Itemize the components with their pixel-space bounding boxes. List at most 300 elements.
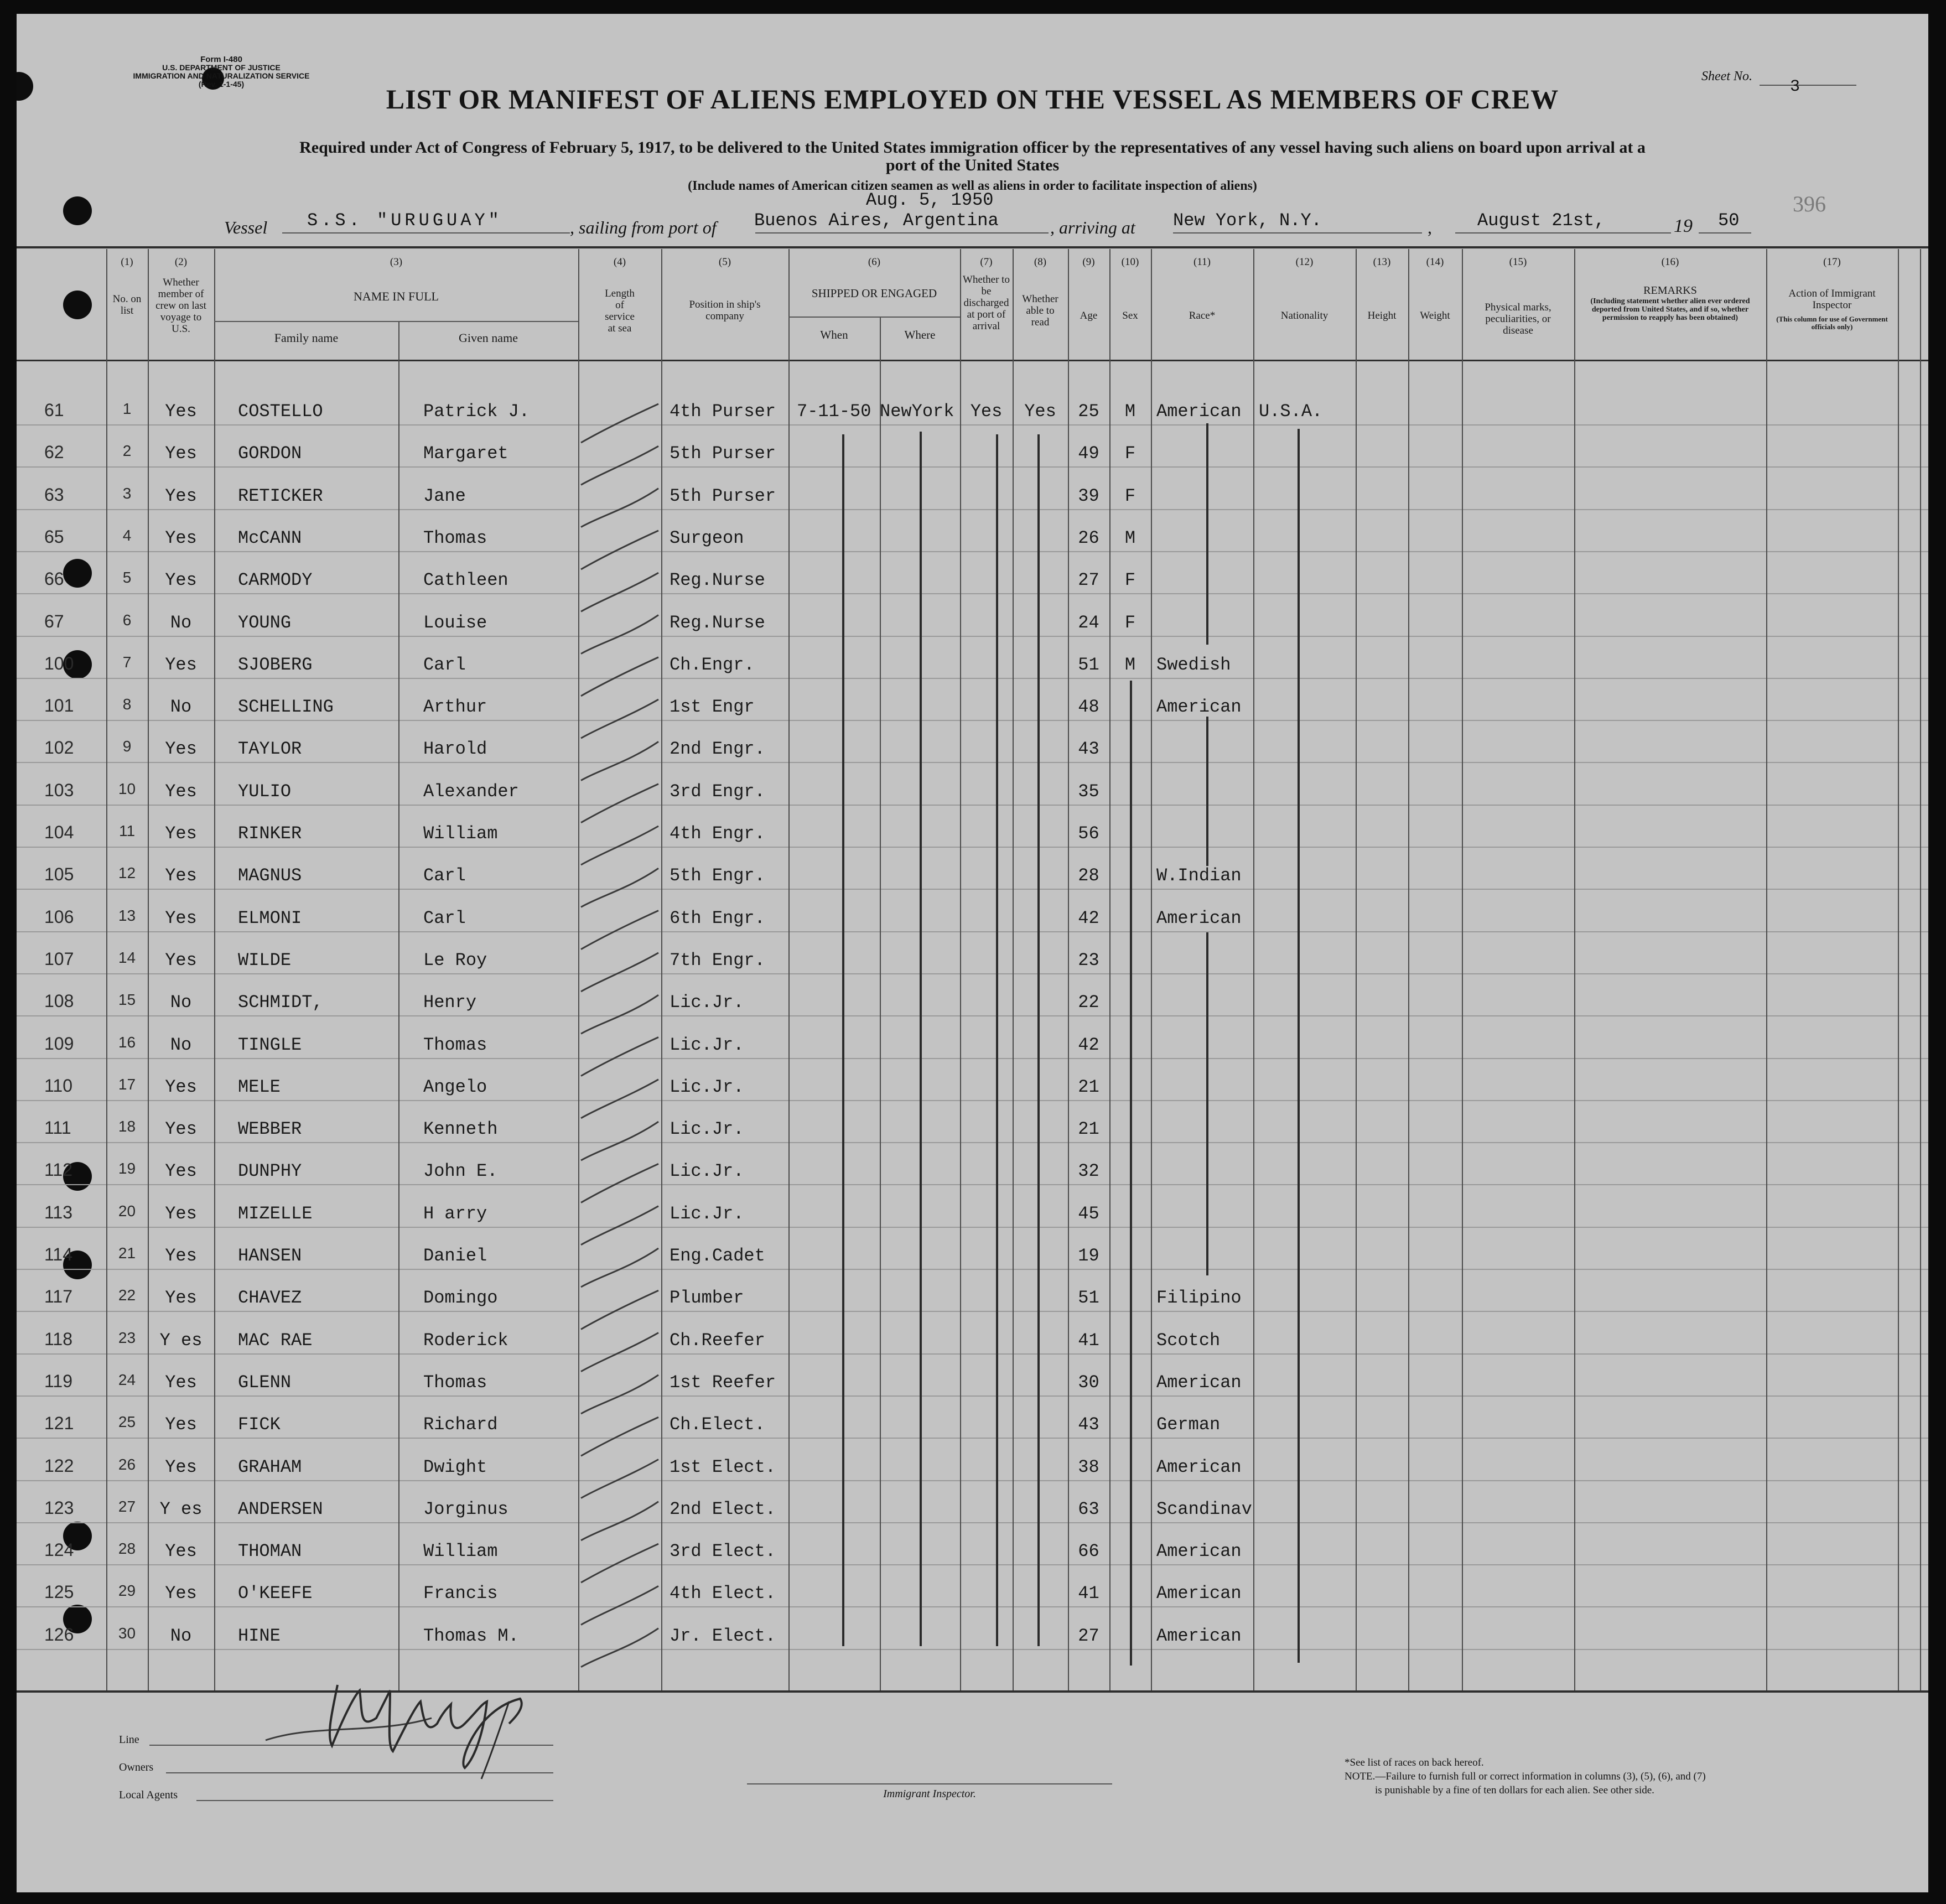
discharged: Yes [970, 401, 1003, 422]
list-number: 22 [118, 1286, 136, 1304]
col8-number: (8) [1034, 256, 1047, 268]
line-label: Line [119, 1734, 139, 1746]
service-checkmark [581, 741, 658, 780]
row-reference-number: 65 [44, 526, 64, 547]
row-reference-number: 104 [44, 822, 74, 842]
form-number: Form I-480 [200, 55, 242, 64]
col16-number: (16) [1661, 256, 1679, 268]
row-rule [17, 1184, 1928, 1185]
column-divider [1013, 249, 1014, 1690]
col6-header: SHIPPED OR ENGAGED [811, 287, 937, 300]
ditto-line [1130, 681, 1132, 1666]
family-name: CARMODY [238, 570, 313, 591]
list-number: 7 [122, 653, 132, 671]
family-name: GLENN [238, 1372, 292, 1393]
age: 48 [1078, 697, 1099, 718]
given-name: Francis [423, 1583, 498, 1604]
column-divider [1920, 249, 1921, 1690]
fine-note-2: is punishable by a fine of ten dollars for each alien. See other side. [1375, 1784, 1654, 1796]
age: 51 [1078, 654, 1099, 675]
row-rule [17, 1311, 1928, 1312]
subtitle-line1: Required under Act of Congress of February 5, 1917, to be delivered to the United States immigration officer by the representatives of any vessel having such aliens on board upon arrival at a [299, 138, 1646, 157]
race: American [1156, 1583, 1242, 1604]
ditto-line [1298, 429, 1300, 1663]
col6-number: (6) [868, 256, 881, 268]
position: 5th Purser [670, 485, 776, 506]
age: 27 [1078, 1625, 1099, 1646]
row-rule [17, 973, 1928, 974]
list-number: 25 [118, 1413, 136, 1431]
row-rule [17, 931, 1928, 932]
race: Swedish [1156, 654, 1231, 675]
row-rule [17, 1395, 1928, 1397]
row-reference-number: 111 [44, 1118, 71, 1138]
row-reference-number: 108 [44, 991, 74, 1011]
given-name: Le Roy [423, 950, 487, 971]
vessel-label: Vessel [224, 217, 268, 237]
family-name: ANDERSEN [238, 1498, 323, 1519]
race: American [1156, 1456, 1242, 1477]
fine-note-1: NOTE.—Failure to furnish full or correct information in columns (3), (5), (6), and (7) [1345, 1771, 1706, 1782]
row-rule [17, 1227, 1928, 1228]
last-voyage: No [170, 992, 192, 1013]
service-checkmark [581, 531, 658, 569]
family-name: FICK [238, 1414, 281, 1435]
service-checkmark [581, 868, 658, 907]
row-rule [17, 593, 1928, 594]
list-number: 30 [118, 1624, 136, 1642]
last-voyage: Yes [165, 527, 197, 548]
family-name: RINKER [238, 823, 302, 844]
last-voyage: Yes [165, 1076, 197, 1097]
service: IMMIGRATION AND NATURALIZATION SERVICE [133, 71, 310, 80]
ditto-line [1206, 423, 1208, 645]
ditto-line [920, 432, 922, 1646]
row-reference-number: 61 [44, 400, 64, 420]
column-divider [1253, 249, 1254, 1690]
given-name: Carl [423, 654, 466, 675]
race: American [1156, 1625, 1242, 1646]
shipped-when: 7-11-50 [797, 401, 871, 422]
punch-hole [63, 196, 92, 225]
race: W.Indian [1156, 865, 1242, 886]
given-name: Dwight [423, 1456, 487, 1477]
service-checkmark [581, 1586, 658, 1625]
service-checkmark [581, 573, 658, 611]
age: 23 [1078, 950, 1099, 971]
sex: F [1124, 612, 1136, 633]
col15-number: (15) [1509, 256, 1527, 268]
row-rule [17, 847, 1928, 848]
position: 1st Elect. [670, 1456, 776, 1477]
row-reference-number: 102 [44, 738, 74, 758]
col12-header: Nationality [1280, 310, 1329, 321]
column-divider [1766, 249, 1767, 1690]
list-number: 1 [122, 400, 132, 417]
column-divider [1356, 249, 1357, 1690]
age: 19 [1078, 1246, 1099, 1266]
sailing-date: Aug. 5, 1950 [866, 190, 994, 210]
family-name: GRAHAM [238, 1456, 302, 1477]
col3-header: NAME IN FULL [354, 289, 439, 303]
service-checkmark [581, 1290, 658, 1329]
position: 3rd Elect. [670, 1541, 776, 1562]
able-to-read: Yes [1024, 401, 1056, 422]
age: 21 [1078, 1119, 1099, 1140]
subtitle-line2: port of the United States [885, 156, 1060, 174]
subtitle-note: (Include names of American citizen seamen as well as aliens in order to facilitate inspection of aliens) [688, 179, 1257, 193]
row-reference-number: 66 [44, 569, 64, 589]
owners-label: Owners [119, 1761, 154, 1773]
last-voyage: Yes [165, 1288, 197, 1309]
given-name: Henry [423, 992, 477, 1013]
arrival-comma: , [1428, 217, 1432, 237]
col14-header: Weight [1420, 310, 1450, 321]
row-rule [17, 424, 1928, 426]
year-suffix: 50 [1718, 210, 1740, 231]
list-number: 29 [118, 1582, 136, 1600]
service-checkmark [581, 1460, 658, 1498]
given-name: William [423, 823, 498, 844]
row-rule [17, 1142, 1928, 1143]
col17-header: Action of Immigrant Inspector [1788, 288, 1876, 311]
row-rule [17, 762, 1928, 763]
row-reference-number: 110 [44, 1075, 73, 1096]
signature [249, 1652, 703, 1784]
col6b-header: Where [904, 328, 936, 341]
last-voyage: Yes [165, 865, 197, 886]
local-agents-label: Local Agents [119, 1789, 178, 1801]
col13-number: (13) [1373, 256, 1391, 268]
age: 25 [1078, 401, 1099, 422]
last-voyage: No [170, 1625, 192, 1646]
given-name: Margaret [423, 443, 508, 464]
family-name: SCHMIDT, [238, 992, 323, 1013]
row-rule [17, 1438, 1928, 1439]
family-name: YULIO [238, 781, 292, 802]
list-number: 10 [118, 780, 136, 797]
last-voyage: Yes [165, 1161, 197, 1182]
age: 21 [1078, 1076, 1099, 1097]
row-reference-number: 101 [44, 696, 74, 716]
shipped-where: NewYork [880, 401, 954, 422]
family-name: MELE [238, 1076, 281, 1097]
inspector-line [747, 1783, 1112, 1784]
col17-subheader: (This column for use of Government officials only) [1776, 315, 1888, 331]
col17-number: (17) [1823, 256, 1841, 268]
row-rule [17, 1649, 1928, 1650]
given-name: Thomas [423, 1372, 487, 1393]
given-name: Daniel [423, 1246, 487, 1266]
sex: F [1124, 485, 1136, 506]
row-reference-number: 126 [44, 1624, 74, 1644]
row-reference-number: 107 [44, 948, 74, 969]
age: 27 [1078, 570, 1099, 591]
port-line [755, 232, 1049, 234]
service-checkmark [581, 1206, 658, 1245]
position: 1st Engr [670, 697, 755, 718]
family-name: TAYLOR [238, 739, 302, 760]
page-title: LIST OR MANIFEST OF ALIENS EMPLOYED ON THE VESSEL AS MEMBERS OF CREW [386, 84, 1559, 115]
col3-number: (3) [390, 256, 403, 268]
race: Filipino [1156, 1288, 1242, 1309]
list-number: 23 [118, 1329, 136, 1346]
list-number: 4 [122, 526, 132, 544]
position: Jr. Elect. [670, 1625, 776, 1646]
list-number: 20 [118, 1202, 136, 1220]
col16-subheader: (Including statement whether alien ever ordered deported from United States, and if so, whether permission to reapply has been obtained) [1590, 297, 1750, 322]
row-reference-number: 119 [44, 1371, 73, 1391]
service-checkmark [581, 995, 658, 1034]
list-number: 11 [118, 822, 136, 839]
race: Scandinav [1156, 1498, 1252, 1519]
col1-number: (1) [121, 256, 133, 268]
row-rule [17, 1480, 1928, 1481]
list-number: 27 [118, 1497, 136, 1515]
given-name: Carl [423, 865, 466, 886]
family-name: THOMAN [238, 1541, 302, 1562]
service-checkmark [581, 699, 658, 738]
list-number: 8 [122, 696, 132, 713]
given-name: Kenneth [423, 1119, 498, 1140]
stamp-number: 396 [1793, 191, 1826, 216]
vessel-line [282, 232, 570, 234]
row-rule [17, 1606, 1928, 1607]
service-checkmark [581, 953, 658, 992]
row-rule [17, 636, 1928, 637]
position: 1st Reefer [670, 1372, 776, 1393]
service-checkmark [581, 1164, 658, 1202]
last-voyage: No [170, 697, 192, 718]
row-rule [17, 1564, 1928, 1565]
given-name: Harold [423, 739, 487, 760]
family-name: SJOBERG [238, 654, 313, 675]
given-name: Angelo [423, 1076, 487, 1097]
column-divider [1109, 249, 1110, 1690]
row-reference-number: 125 [44, 1582, 74, 1602]
row-rule [17, 1353, 1928, 1355]
column-divider [214, 249, 215, 1690]
age: 30 [1078, 1372, 1099, 1393]
row-reference-number: 121 [44, 1413, 74, 1434]
service-checkmark [581, 1248, 658, 1287]
service-checkmark [581, 615, 658, 654]
vessel-name: S.S. "URUGUAY" [307, 210, 502, 231]
age: 56 [1078, 823, 1099, 844]
col4-number: (4) [613, 256, 626, 268]
age: 38 [1078, 1456, 1099, 1477]
list-number: 17 [118, 1075, 136, 1093]
last-voyage: Yes [165, 485, 197, 506]
sex: F [1124, 570, 1136, 591]
family-name: TINGLE [238, 1034, 302, 1055]
list-number: 2 [122, 442, 132, 460]
service-checkmarks [578, 360, 661, 1690]
last-voyage: Yes [165, 443, 197, 464]
service-checkmark [581, 911, 658, 950]
service-checkmark [581, 1502, 658, 1540]
list-number: 28 [118, 1540, 136, 1558]
race: American [1156, 1372, 1242, 1393]
age: 42 [1078, 1034, 1099, 1055]
last-voyage: Yes [165, 1583, 197, 1604]
row-rule [17, 1100, 1928, 1101]
age: 41 [1078, 1330, 1099, 1351]
list-number: 15 [118, 991, 136, 1009]
last-voyage: Yes [165, 401, 197, 422]
col7-header: Whether to be discharged at port of arrival [963, 274, 1010, 332]
column-divider [880, 317, 881, 1690]
ditto-line [1206, 932, 1208, 1275]
given-name: John E. [423, 1161, 498, 1182]
service-checkmark [581, 489, 658, 527]
position: 2nd Engr. [670, 739, 765, 760]
nationality: U.S.A. [1259, 401, 1323, 422]
position: Ch.Engr. [670, 654, 755, 675]
age: 28 [1078, 865, 1099, 886]
age: 39 [1078, 485, 1099, 506]
last-voyage: Y es [159, 1330, 203, 1351]
position: 6th Engr. [670, 907, 765, 928]
position: Lic.Jr. [670, 992, 744, 1013]
service-checkmark [581, 446, 658, 485]
given-name: Thomas M. [423, 1625, 519, 1646]
family-name: MAC RAE [238, 1330, 313, 1351]
col10-number: (10) [1121, 256, 1139, 268]
ditto-line [842, 434, 844, 1646]
sex: F [1124, 443, 1136, 464]
row-reference-number: 67 [44, 611, 64, 631]
col13-header: Height [1367, 310, 1397, 321]
column-divider [398, 321, 399, 1690]
family-name: HINE [238, 1625, 281, 1646]
position: 4th Elect. [670, 1583, 776, 1604]
row-reference-number: 103 [44, 780, 74, 800]
position: Lic.Jr. [670, 1119, 744, 1140]
header-bottom-border [17, 360, 1928, 361]
row-reference-number: 117 [44, 1286, 73, 1307]
row-rule [17, 889, 1928, 890]
list-number: 12 [118, 864, 136, 882]
sex: M [1124, 654, 1136, 675]
col16-header: REMARKS [1643, 284, 1697, 297]
list-number: 26 [118, 1455, 136, 1473]
given-name: Richard [423, 1414, 498, 1435]
given-name: William [423, 1541, 498, 1562]
col3a-header: Family name [274, 331, 339, 345]
service-checkmark [581, 1544, 658, 1583]
race: American [1156, 401, 1242, 422]
ditto-line [1206, 717, 1208, 866]
position: 2nd Elect. [670, 1498, 776, 1519]
row-rule [17, 1058, 1928, 1059]
inspector-label: Immigrant Inspector. [883, 1788, 976, 1800]
last-voyage: Yes [165, 1414, 197, 1435]
manifest-sheet [17, 14, 1928, 1892]
column-divider [1462, 249, 1463, 1690]
date-line [1455, 232, 1671, 234]
list-number: 13 [118, 906, 136, 924]
row-reference-number: 122 [44, 1455, 74, 1476]
col9-header: Age [1080, 310, 1098, 321]
position: Plumber [670, 1288, 744, 1309]
subheader-divider [214, 321, 578, 322]
service-checkmark [581, 784, 658, 823]
list-number: 14 [118, 948, 136, 966]
service-checkmark [581, 826, 658, 865]
age: 43 [1078, 1414, 1099, 1435]
position: Eng.Cadet [670, 1246, 765, 1266]
given-name: Thomas [423, 1034, 487, 1055]
col4-header: Length of service at sea [605, 288, 635, 334]
ditto-line [996, 434, 998, 1646]
last-voyage: Yes [165, 823, 197, 844]
age: 45 [1078, 1203, 1099, 1224]
row-reference-number: 62 [44, 442, 64, 463]
race: German [1156, 1414, 1221, 1435]
arriving-at: New York, N.Y. [1173, 210, 1322, 231]
list-number: 18 [118, 1118, 136, 1135]
arriving-label: , arriving at [1050, 217, 1135, 237]
given-name: Louise [423, 612, 487, 633]
row-reference-number: 109 [44, 1033, 74, 1054]
list-number: 9 [122, 738, 132, 755]
list-number: 16 [118, 1033, 136, 1051]
punch-hole [63, 290, 92, 319]
sex: M [1124, 527, 1136, 548]
last-voyage: No [170, 1034, 192, 1055]
column-divider [106, 249, 107, 1690]
revision: (Rev. 1-1-45) [198, 80, 245, 89]
given-name: Jorginus [423, 1498, 508, 1519]
service-checkmark [581, 1080, 658, 1118]
race: Scotch [1156, 1330, 1221, 1351]
row-reference-number: 118 [44, 1329, 73, 1349]
row-reference-number: 112 [44, 1160, 73, 1180]
row-rule [17, 1522, 1928, 1523]
family-name: O'KEEFE [238, 1583, 313, 1604]
table-top-border [17, 246, 1928, 248]
service-checkmark [581, 1122, 658, 1160]
list-number: 24 [118, 1371, 136, 1388]
position: Reg.Nurse [670, 570, 765, 591]
list-number: 19 [118, 1160, 136, 1177]
age: 24 [1078, 612, 1099, 633]
position: 3rd Engr. [670, 781, 765, 802]
col11-number: (11) [1193, 256, 1211, 268]
last-voyage: Yes [165, 739, 197, 760]
row-reference-number: 123 [44, 1497, 74, 1518]
row-rule [17, 509, 1928, 510]
sheet-number: 3 [1790, 77, 1800, 96]
col2-header: Whether member of crew on last voyage to U.S. [155, 277, 206, 335]
last-voyage: Yes [165, 1456, 197, 1477]
position: 5th Engr. [670, 865, 765, 886]
row-rule [17, 551, 1928, 552]
list-number: 6 [122, 611, 132, 629]
age: 63 [1078, 1498, 1099, 1519]
last-voyage: Yes [165, 950, 197, 971]
service-checkmark [581, 1037, 658, 1076]
position: 4th Engr. [670, 823, 765, 844]
service-checkmark [581, 1417, 658, 1456]
last-voyage: Yes [165, 781, 197, 802]
family-name: SCHELLING [238, 697, 334, 718]
list-number: 3 [122, 484, 132, 502]
last-voyage: Yes [165, 1372, 197, 1393]
row-reference-number: 105 [44, 864, 74, 885]
given-name: Patrick J. [423, 401, 530, 422]
